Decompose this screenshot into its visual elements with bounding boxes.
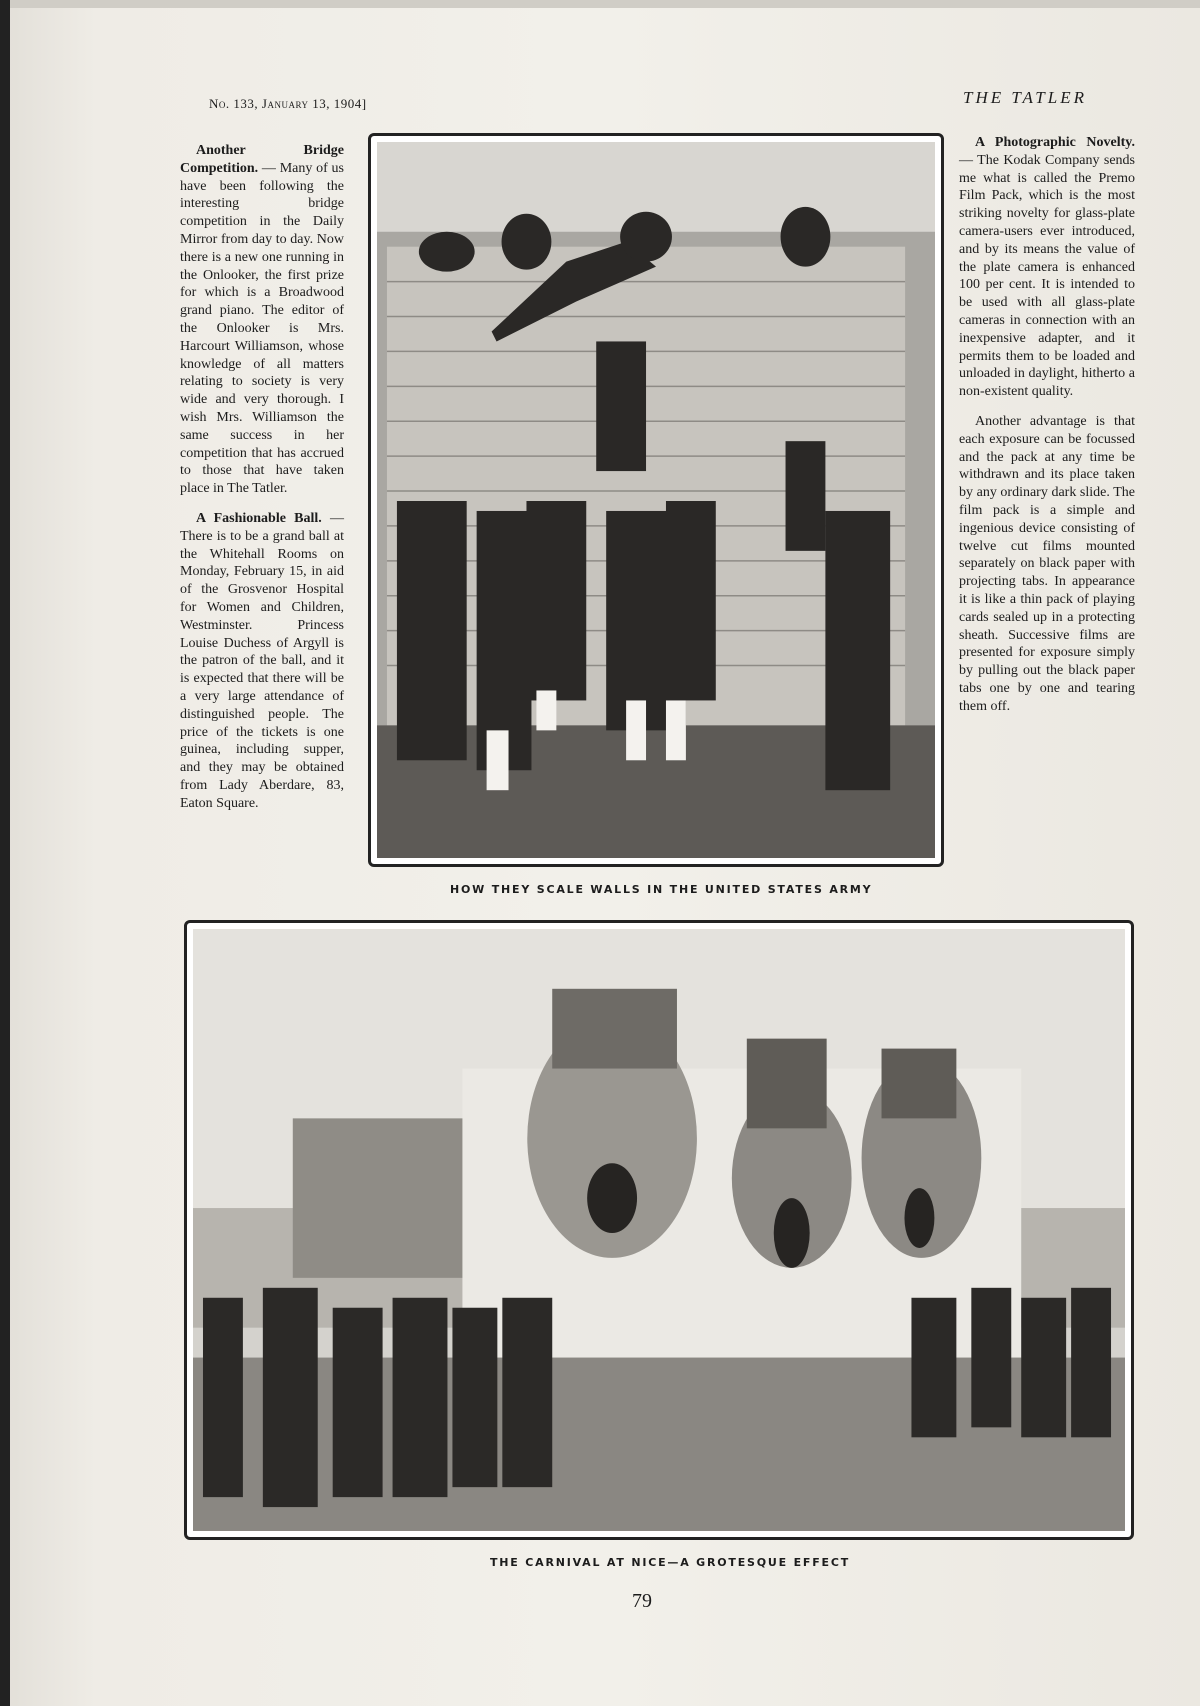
photo-wall-scaling	[368, 133, 944, 867]
article-photographic-novelty	[959, 134, 1135, 401]
page-top-edge	[0, 0, 1200, 8]
article-body: — Many of us have been following the interesting bridge competition in the Daily Mirror from day to day. Now there is a new one running in the Onlooker, the first prize for which is a Broadwood grand piano. The editor of the Onlooker is Mrs. Harcourt Williamson, whose knowledge of all matters relating to society is very wide and very thorough. I wish Mrs. Williamson the same success in her competition that has accrued to those that have taken place in The Tatler.	[180, 160, 344, 497]
article-heading: A Photographic Novelty.	[975, 135, 1135, 150]
page-binding-edge	[0, 0, 10, 1706]
article-heading: A Fashionable Ball.	[196, 510, 322, 526]
photo-caption: HOW THEY SCALE WALLS IN THE UNITED STATES ARMY	[450, 883, 873, 896]
right-column	[959, 134, 1135, 728]
photo-carnival-nice	[184, 920, 1134, 1540]
article-fashionable-ball	[180, 510, 344, 813]
article-body: —There is to be a grand ball at the Whitehall Rooms on Monday, February 15, in aid of the Grosvenor Hospital for Women and Children, Westminster. Princess Louise Duchess of Argyll is the patron of the ball, and it is expected that there will be a very large attendance of distinguished people. The price of the tickets is one guinea, including supper, and they may be obtained from Lady Aberdare, 83, Eaton Square.	[180, 510, 344, 811]
photo-caption: THE CARNIVAL AT NICE—A GROTESQUE EFFECT	[490, 1556, 850, 1569]
publication-title: THE TATLER	[963, 88, 1087, 107]
carnival-photograph	[193, 929, 1125, 1531]
wall-scaling-photograph	[377, 142, 935, 858]
article-continuation: Another advantage is that each exposure can be focussed and the pack at any time be withdrawn and its place taken by any ordinary dark slide. The film pack is a simple and ingenious device consisting of twelve cut films mounted separately on black paper with projecting tabs. In appearance it is like a thin pack of playing cards sealed up in a protecting sheath. Successive films are presented for exposure simply by pulling out the black paper tabs one by one and tearing them off.	[959, 413, 1135, 714]
left-column	[180, 142, 344, 824]
issue-line: No. 133, January 13, 1904]	[209, 96, 367, 111]
page-number: 79	[632, 1590, 652, 1612]
article-body: — The Kodak Company sends me what is called the Premo Film Pack, which is the most striking novelty for glass-plate camera-users ever introduced, and by its means the value of the plate camera is enhanced 100 per cent. It is intended to be used with all glass-plate cameras in connection with an inexpensive adapter, and it permits them to be loaded and unloaded in daylight, hitherto a non-existent quality.	[959, 152, 1135, 400]
article-heading: Another Bridge Competition.	[180, 143, 344, 176]
article-bridge-competition	[180, 142, 344, 498]
